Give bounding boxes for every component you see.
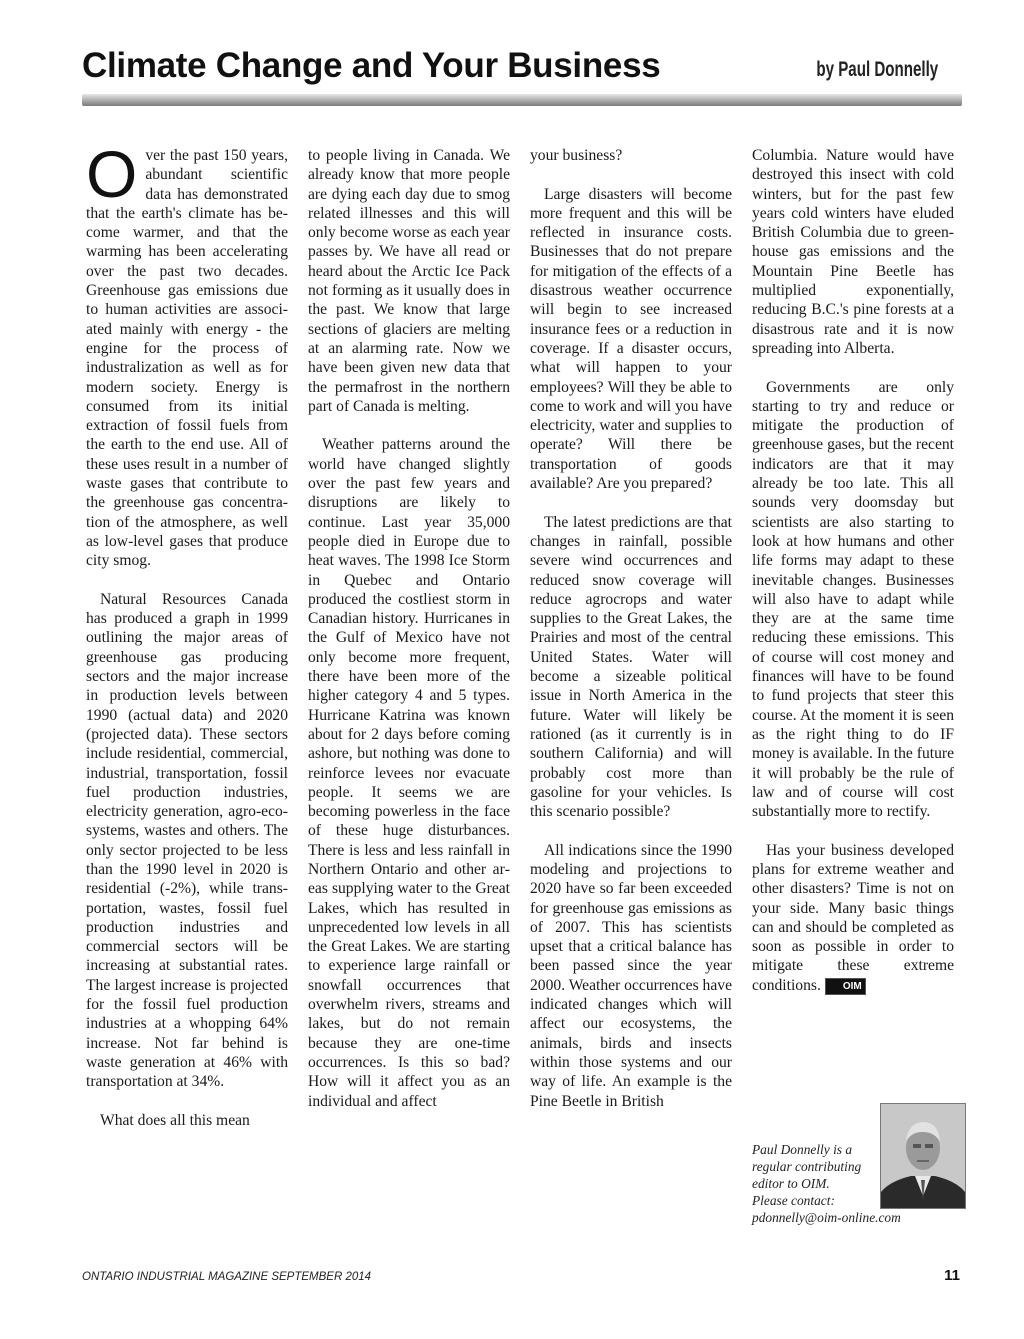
end-mark-logo: OIM [825,978,866,995]
drop-cap: O [86,137,138,211]
author-note-line: Paul Donnelly is a [752,1142,853,1157]
paragraph: your business? [530,147,623,164]
article-column-4 [752,146,954,1014]
article-column-3 [530,146,732,1130]
header-rule [82,94,962,106]
author-email[interactable]: pdonnelly@oim-online.com [752,1210,901,1225]
author-photo [880,1103,966,1209]
paragraph: Weather patterns around the world have changed slightly over the past few years and disruptions are likely to continue. Last year 35,000 people died in Europe due to heat waves. The 1998 Ice Storm in Quebec and Ontario produced the costliest storm in Canadian history. Hurricanes in the Gulf of Mexico have not only become more frequent, there have been more of the higher category 4 and 5 types. Hurricane Katrina was known about for 2 days before coming ashore, but nothing was done to reinforce levees nor evacuate people. It seems we are becoming powerless in the face of these huge disturbances. There is less and less rainfall in Northern Ontario and other areas supplying water to the Great Lakes, which has resulted in unprecedented low levels in all the Great Lakes. We are starting to experience large rainfall or snowfall occurrences that overwhelm rivers, streams and lakes, but do not remain because they are one-time occurrences. Is this so bad? How will it affect you as an individual and affect [308,436,510,1110]
author-note-line: regular contributing [752,1159,862,1174]
article-title: Climate Change and Your Business [82,46,661,85]
article-byline: by Paul Donnelly [816,58,938,81]
paragraph-text: Has your business developed plans for extreme weather and other disasters? Time is not on your side. Many basic things can and should be completed as soon as possible in order to mitigate these extreme conditions. [752,841,954,994]
author-note-line: editor to OIM. [752,1176,830,1191]
paragraph-text: ver the past 150 years, abundant scientific data has demonstrated that the earth's climate has become warmer, and that the warming has been accelerating over the past two decades. Greenhouse gas emissions due to human activities are associated mainly with energy - the engine for the process of industralization as well as for modern society. Energy is consumed from its initial extraction of fossil fuels from the earth to the end use. All of these uses result in a number of waste gases that contribute to the greenhouse gas concentration of the atmosphere, as well as low-level gases that produce city smog. [86,147,288,570]
paragraph: The latest predictions are that changes in rainfall, possible severe wind occurrences and reduced snow coverage will reduce agrocrops and water supplies to the Great Lakes, the Prairies and most of the central United States. Water will become a sizeable political issue in North America in the future. Water will likely be rationed (as it currently is in southern California) and will probably cost more than gasoline for your vehicles. Is this scenario possible? [530,513,732,821]
author-note-line: Please contact: [752,1193,835,1208]
paragraph: What does all this mean [100,1111,250,1129]
footer-publication: ONTARIO INDUSTRIAL MAGAZINE SEPTEMBER 2014 [82,1271,372,1283]
paragraph: Natural Resources Canada has produced a graph in 1999 outlining the major areas of greenhouse gas producing sectors and the major increase in production levels between 1990 (actual data) and 2020 (projected data). These sectors include residential, commercial, industrial, transportation, fossil fuel production industries, electricity generation, agro-eco-systems, wastes and others. The only sector projected to be less than the 1990 level in 2020 is residential (-2%), while transportation, wastes, fossil fuel production industries and commercial sectors will be increasing at substantial rates. The largest increase is projected for the fossil fuel production industries at a whopping 64% increase. Not far behind is waste generation at 46% with transportation at 34%. [86,590,288,1091]
author-portrait-icon [881,1104,965,1208]
paragraph: Large disasters will become more frequent and this will be reflected in insurance costs. Businesses that do not prepare for mitigation of the effects of a disastrous weather occurrence will begin to see increased insurance fees or a reduction in coverage. If a disaster occurs, what will happen to your employees? Will they be able to come to work and will you have electricity, water and supplies to operate? Will there be transportation of goods available? Are you prepared? [530,185,732,493]
article-column-2 [308,146,510,1130]
author-note [752,1141,901,1226]
paragraph: All indications since the 1990 modeling and projections to 2020 have so far been exceeded for greenhouse gas emissions as of 2007. This has scientists upset that a critical balance has been passed since the year 2000. Weather occurrences have indicated changes which will affect our ecosystems, the animals, birds and insects within those systems and our way of life. An example is the Pine Beetle in British [530,841,732,1110]
paragraph: Columbia. Nature would have destroyed this insect with cold winters, but for the past few years cold winters have eluded British Columbia due to greenhouse gas emissions and the Mountain Pine Beetle has multiplied exponentially, reducing B.C.'s pine forests at a disastrous rate and it is now spreading into Alberta. [752,147,954,357]
paragraph [86,137,288,571]
paragraph: to people living in Canada. We already know that more people are dying each day due to smog related illnesses and this will only become worse as each year passes by. We have all read or heard about the Arctic Ice Pack not forming as it usually does in the past. We know that large sections of glaciers are melting at an alarming rate. Now we have been given new data that the permafrost in the northern part of Canada is melting. [308,147,510,415]
page-number: 11 [944,1267,960,1284]
paragraph: Governments are only starting to try and reduce or mitigate the production of greenhouse gases, but the recent indicators are that it may already be too late. This all sounds very doomsday but scientists are also starting to look at how humans and other life forms may adapt to these inevitable changes. Businesses will also have to adapt while they are at the same time reducing these emissions. This of course will cost money and finances will have to be found to fund projects that steer this course. At the moment it is seen as the right thing to do IF money is available. In the future it will probably be the rule of law and of course will cost substantially more to rectify. [752,378,954,821]
author-bio [752,1103,962,1233]
article-column-1 [86,137,288,1149]
paragraph [752,841,954,995]
